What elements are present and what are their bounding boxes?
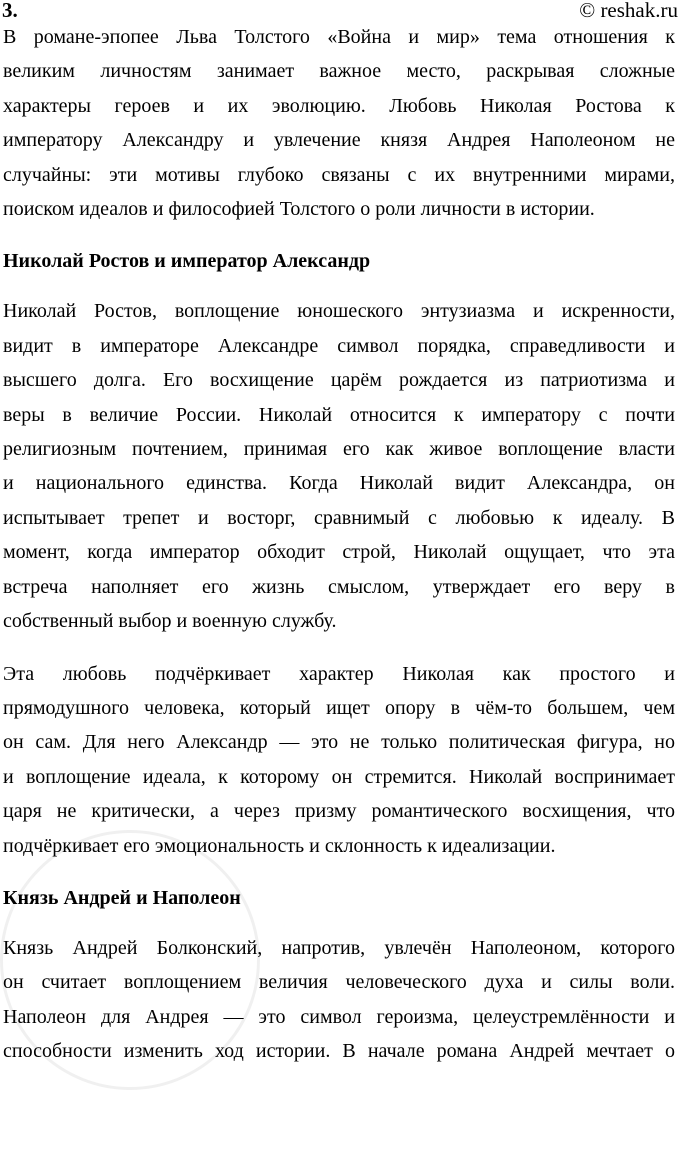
text-line: видит в императоре Александре символ порядка, справедливости и bbox=[3, 334, 675, 357]
text-line: он сам. Для него Александр — это не только политическая фигура, но bbox=[3, 731, 675, 754]
document-body bbox=[3, 20, 675, 1087]
text-line: веры в величие России. Николай относится к императору с почти bbox=[3, 403, 675, 426]
text-line: императору Александру и увлечение князя Андрея Наполеоном не bbox=[3, 129, 675, 152]
paragraph bbox=[3, 294, 675, 638]
text-line: собственный выбор и военную службу. bbox=[3, 610, 337, 633]
paragraph bbox=[3, 20, 675, 226]
text-line: Николай Ростов, воплощение юношеского энтузиазма и искренности, bbox=[3, 300, 675, 323]
section-heading: Николай Ростов и император Александр bbox=[3, 250, 371, 273]
text-line: он считает воплощением величия человеческого духа и силы воли. bbox=[3, 971, 675, 994]
paragraph bbox=[3, 657, 675, 863]
section-heading: Князь Андрей и Наполеон bbox=[3, 886, 241, 909]
copyright-label: © reshak.ru bbox=[579, 0, 678, 22]
text-line: способности изменить ход истории. В начале романа Андрей мечтает о bbox=[3, 1040, 675, 1063]
text-line: момент, когда император обходит строй, Николай ощущает, что эта bbox=[3, 541, 675, 564]
text-line: религиозным почтением, принимая его как живое воплощение власти bbox=[3, 438, 675, 461]
text-line: В романе-эпопее Льва Толстого «Война и мир» тема отношения к bbox=[3, 26, 675, 48]
paragraph bbox=[3, 931, 675, 1069]
text-line: и воплощение идеала, к которому он стремится. Николай воспринимает bbox=[3, 765, 675, 788]
text-line: прямодушного человека, который ищет опору в чём-то большем, чем bbox=[3, 696, 675, 719]
text-line: Князь Андрей Болконский, напротив, увлечён Наполеоном, которого bbox=[3, 936, 675, 959]
text-line: испытывает трепет и восторг, сравнимый с любовью к идеалу. В bbox=[3, 506, 675, 529]
text-line: поиском идеалов и философией Толстого о роли личности в истории. bbox=[3, 198, 595, 221]
text-line: высшего долга. Его восхищение царём рождается из патриотизма и bbox=[3, 369, 675, 392]
text-line: встреча наполняет его жизнь смыслом, утверждает его веру в bbox=[3, 575, 675, 598]
text-line: Эта любовь подчёркивает характер Николая как простого и bbox=[3, 662, 675, 685]
text-line: и национального единства. Когда Николай видит Александра, он bbox=[3, 472, 675, 495]
task-number: 3. bbox=[2, 0, 18, 22]
text-line: характеры героев и их эволюцию. Любовь Николая Ростова к bbox=[3, 94, 675, 117]
text-line: случайны: эти мотивы глубоко связаны с их внутренними мирами, bbox=[3, 163, 675, 186]
text-line: великим личностям занимает важное место, раскрывая сложные bbox=[3, 60, 675, 83]
text-line: царя не критически, а через призму романтического восхищения, что bbox=[3, 800, 675, 823]
text-line: подчёркивает его эмоциональность и склонность к идеализации. bbox=[3, 834, 556, 857]
text-line: Наполеон для Андрея — это символ героизма, целеустремлённости и bbox=[3, 1005, 675, 1028]
